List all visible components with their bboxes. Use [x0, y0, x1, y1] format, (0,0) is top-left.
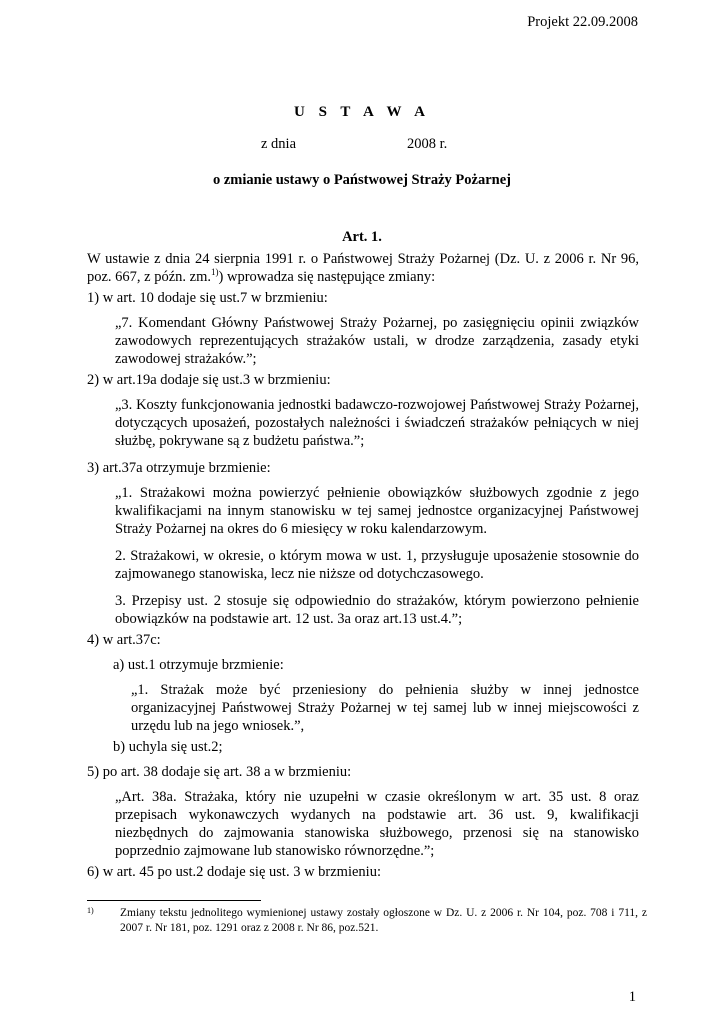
amendment-3: 3) art.37a otrzymuje brzmienie: — [87, 460, 271, 476]
footnote-separator — [87, 900, 261, 901]
amendment-3-text-2: 2. Strażakowi, w okresie, o którym mowa w ust. 1, przysługuje uposażenie stosownie do zajmowanego stanowiska, lecz nie niższe od dotychczasowego. — [115, 548, 639, 582]
footnote-number: 1) — [87, 906, 94, 915]
article-body — [87, 250, 639, 888]
amendment-2: 2) w art.19a dodaje się ust.3 w brzmieniu: — [87, 372, 331, 388]
amendment-4: 4) w art.37c: — [87, 632, 161, 648]
article-heading: Art. 1. — [342, 229, 382, 245]
intro-text-end: ) wprowadza się następujące zmiany: — [218, 269, 436, 285]
amendment-1-text: „7. Komendant Główny Państwowej Straży Pożarnej, po zasięgnięciu opinii związków zawodowych reprezentujących strażaków ustali, w drodze zarządzenia, zasady etyki zawodowej strażaków.”; — [115, 315, 639, 367]
amendment-1: 1) w art. 10 dodaje się ust.7 w brzmieniu: — [87, 290, 328, 306]
amendment-4a-text: „1. Strażak może być przeniesiony do pełnienia służby w innej jednostce organizacyjnej Państwowej Straży Pożarnej w tej samej lub w innej miejscowości z urzędu lub na jego wniosek.”, — [131, 682, 639, 734]
intro-paragraph — [87, 250, 639, 286]
amendment-3-text-3: 3. Przepisy ust. 2 stosuje się odpowiednio do strażaków, którym powierzono pełnienie obowiązków na podstawie art. 12 ust. 3a oraz art.13 ust.4.”; — [115, 593, 639, 627]
amendment-6: 6) w art. 45 po ust.2 dodaje się ust. 3 w brzmieniu: — [87, 864, 381, 880]
intro-text: W ustawie z dnia 24 sierpnia 1991 r. o Państwowej Straży Pożarnej (Dz. U. z 2006 r. Nr 96, poz. 667, z późn. zm. — [87, 251, 639, 285]
date-year: 2008 r. — [407, 136, 448, 152]
footnote — [87, 906, 647, 936]
amendment-4b: b) uchyla się ust.2; — [113, 739, 223, 755]
amendment-5: 5) po art. 38 dodaje się art. 38 a w brzmieniu: — [87, 764, 352, 780]
date-line — [261, 136, 447, 153]
document-subtitle: o zmianie ustawy o Państwowej Straży Pożarnej — [212, 172, 511, 188]
page-number: 1 — [628, 989, 636, 1005]
date-prefix: z dnia — [261, 136, 297, 152]
amendment-5-text: „Art. 38a. Strażaka, który nie uzupełni w czasie określonym w art. 35 ust. 8 oraz przepisach wykonawczych wydanych na podstawie art. 36 ust. 9, kwalifikacji niezbędnych do zajmowania stanowiska służbowego, przenosi się na stanowisko poprzednio zajmowane lub stanowisko równorzędne.”; — [115, 789, 639, 859]
amendment-2-text: „3. Koszty funkcjonowania jednostki badawczo-rozwojowej Państwowej Straży Pożarnej, dotyczących uposażeń, pozostałych należności i świadczeń strażaków pełniących w niej służbę, pokrywane są z budżetu państwa.”; — [115, 397, 639, 449]
project-date-header: Projekt 22.09.2008 — [527, 14, 638, 30]
footnote-ref: 1) — [211, 267, 219, 277]
amendment-3-text-1: „1. Strażakowi można powierzyć pełnienie obowiązków służbowych zgodnie z jego kwalifikacjami na innym stanowisku w tej samej jednostce organizacyjnej Państwowej Straży Pożarnej na okres do 6 miesięcy w roku kalendarzowym. — [115, 485, 639, 537]
document-title: U S T A W A — [293, 104, 431, 120]
footnote-text: Zmiany tekstu jednolitego wymienionej ustawy zostały ogłoszone w Dz. U. z 2006 r. Nr 104, poz. 708 i 711, z 2007 r. Nr 181, poz. 1291 oraz z 2008 r. Nr 86, poz.521. — [120, 907, 647, 934]
amendment-4a: a) ust.1 otrzymuje brzmienie: — [113, 657, 284, 673]
